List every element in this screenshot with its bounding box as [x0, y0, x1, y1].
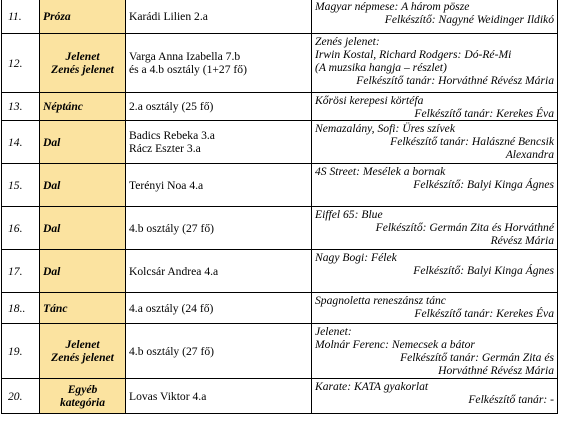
category-label: Dal — [43, 135, 61, 149]
performer-cell — [126, 207, 312, 250]
teacher-credit: Felkészítő tanár: Halászné Bencsik — [390, 135, 554, 148]
row-number: 15. — [2, 164, 40, 207]
piece-title: 4S Street: Mesélek a bornak — [315, 165, 446, 178]
piece-title: Spagnoletta reneszánsz tánc — [315, 294, 446, 307]
performer-cell — [126, 121, 312, 164]
teacher-credit: Felkészítő tanár: Kerekes Éva — [414, 307, 554, 320]
table-row — [2, 379, 558, 414]
piece-cell — [312, 0, 558, 34]
row-number: 17. — [2, 250, 40, 293]
performer-name: Lovas Viktor 4.a — [129, 389, 207, 403]
category-label: Próza — [43, 9, 71, 23]
performer-cell — [126, 0, 312, 34]
piece-cell — [312, 93, 558, 121]
piece-title: Karate: KATA gyakorlat — [315, 380, 429, 393]
category-label: Jelenet — [65, 338, 100, 351]
teacher-credit: Révész Mária — [490, 234, 554, 247]
category-label: kategória — [59, 396, 106, 409]
performer-name: Karádi Lilien 2.a — [129, 9, 208, 23]
table-row — [2, 250, 558, 293]
teacher-credit: Felkészítő: Nagyné Weidinger Ildikó — [384, 13, 554, 26]
performer-cell — [126, 293, 312, 324]
category-label: Dal — [43, 178, 61, 192]
category-label: Zenés jelenet — [51, 63, 114, 76]
piece-title: Nemazalány, Sofi: Üres szívek — [315, 122, 455, 135]
piece-cell — [312, 121, 558, 164]
table-row — [2, 93, 558, 121]
piece-title: Jelenet: — [315, 325, 352, 338]
piece-cell — [312, 324, 558, 379]
row-number: 18.. — [2, 293, 40, 324]
table-row — [2, 164, 558, 207]
row-number: 11. — [2, 0, 40, 34]
category-cell — [40, 121, 126, 164]
category-label: Zenés jelenet — [51, 351, 114, 364]
category-cell — [40, 324, 126, 379]
performer-cell — [126, 324, 312, 379]
category-cell — [40, 250, 126, 293]
performer-name: Terényi Noa 4.a — [129, 178, 204, 192]
category-cell — [40, 207, 126, 250]
category-label: Tánc — [43, 301, 68, 315]
piece-cell — [312, 293, 558, 324]
table-row — [2, 0, 558, 34]
category-cell — [40, 164, 126, 207]
teacher-credit: Felkészítő tanár: Kerekes Éva — [414, 107, 554, 120]
performer-name: 4.b osztály (27 fő) — [129, 221, 215, 235]
performer-cell — [126, 34, 312, 93]
table-row — [2, 293, 558, 324]
teacher-credit: Felkészítő: Balyi Kinga Ágnes — [413, 178, 554, 191]
program-table — [1, 0, 558, 414]
category-label: Dal — [43, 221, 61, 235]
teacher-credit: Felkészítő tanár: Germán Zita és — [400, 351, 554, 364]
piece-title: (A muzsika hangja – részlet) — [315, 61, 447, 74]
row-number: 14. — [2, 121, 40, 164]
performer-name: Badics Rebeka 3.a — [129, 129, 215, 142]
performer-name: és a 4.b osztály (1+27 fő) — [129, 63, 247, 76]
piece-title: Kőrösi kerepesi körtéfa — [315, 94, 424, 107]
piece-title: Irwin Kostal, Richard Rodgers: Dó-Ré-Mi — [315, 48, 512, 61]
table-row — [2, 34, 558, 93]
piece-cell — [312, 34, 558, 93]
piece-cell — [312, 250, 558, 293]
performer-cell — [126, 164, 312, 207]
row-number: 20. — [2, 379, 40, 414]
piece-title: Zenés jelenet: — [315, 35, 380, 48]
performer-cell — [126, 250, 312, 293]
category-cell — [40, 293, 126, 324]
performer-name: Rácz Eszter 3.a — [129, 142, 201, 155]
piece-title: Nagy Bogi: Félek — [315, 251, 397, 264]
row-number: 13. — [2, 93, 40, 121]
category-cell — [40, 34, 126, 93]
performer-name: 4.a osztály (24 fő) — [129, 301, 214, 315]
teacher-credit: Felkészítő: Balyi Kinga Ágnes — [413, 264, 554, 277]
piece-title: Magyar népmese: A három pösze — [315, 0, 470, 13]
teacher-credit: Felkészítő tanár: Horváthné Révész Mária — [356, 74, 554, 87]
teacher-credit: Felkészítő: Germán Zita és Horváthné — [375, 221, 554, 234]
row-number: 16. — [2, 207, 40, 250]
category-label: Jelenet — [65, 50, 100, 63]
performer-name: 4.b osztály (27 fő) — [129, 344, 215, 358]
teacher-credit: Alexandra — [505, 148, 554, 161]
performer-name: Kolcsár Andrea 4.a — [129, 264, 219, 278]
category-label: Egyéb — [67, 383, 98, 396]
table-row — [2, 121, 558, 164]
piece-title: Eiffel 65: Blue — [315, 208, 383, 221]
performer-cell — [126, 93, 312, 121]
program-table-body — [2, 0, 558, 414]
category-label: Néptánc — [43, 100, 83, 113]
category-label: Dal — [43, 264, 61, 278]
category-cell — [40, 0, 126, 34]
performer-name: Varga Anna Izabella 7.b — [129, 50, 241, 63]
piece-title: Molnár Ferenc: Nemecsek a bátor — [315, 338, 475, 351]
teacher-credit: Felkészítő tanár: - — [468, 393, 554, 406]
performer-name: 2.a osztály (25 fő) — [129, 100, 214, 113]
table-row — [2, 324, 558, 379]
table-row — [2, 207, 558, 250]
teacher-credit: Horváthné Révész Mária — [438, 364, 554, 377]
performer-cell — [126, 379, 312, 414]
piece-cell — [312, 207, 558, 250]
piece-cell — [312, 164, 558, 207]
category-cell — [40, 379, 126, 414]
category-cell — [40, 93, 126, 121]
piece-cell — [312, 379, 558, 414]
row-number: 12. — [2, 34, 40, 93]
row-number: 19. — [2, 324, 40, 379]
